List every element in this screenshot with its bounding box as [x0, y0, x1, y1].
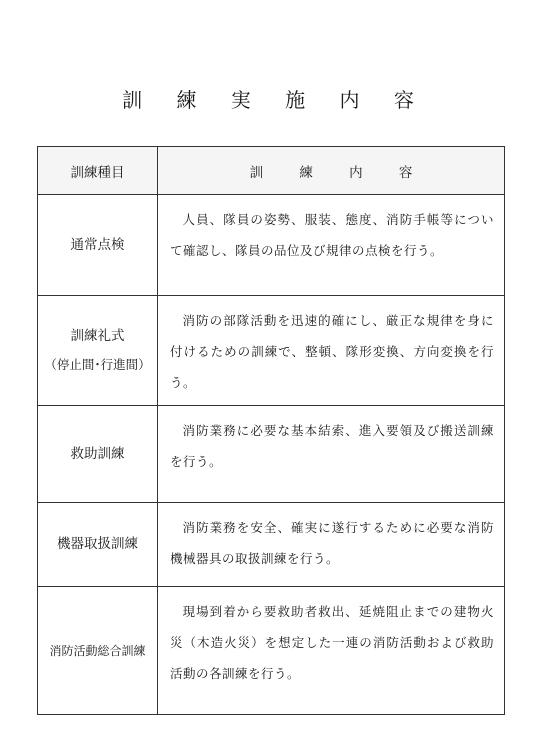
- training-type-cell: [38, 503, 158, 587]
- training-content-cell: 現場到着から要救助者救出、延焼阻止までの建物火災（木造火災）を想定した一連の消防活動および救助活動の各訓練を行う。: [158, 587, 505, 715]
- training-type-label: 消防活動総合訓練: [49, 643, 146, 658]
- training-table: [37, 146, 505, 715]
- header-training-content: 訓 練 内 容: [158, 147, 505, 195]
- header-training-type: 訓練種目: [38, 147, 158, 195]
- table-header-row: [38, 147, 505, 195]
- training-type-cell: [38, 406, 158, 503]
- training-type-label: 救助訓練: [70, 445, 125, 462]
- training-type-label: 訓練礼式: [70, 328, 125, 344]
- training-type-cell: [38, 195, 158, 296]
- training-content-cell: 人員、隊員の姿勢、服装、態度、消防手帳等について確認し、隊員の品位及び規律の点検を行う。: [158, 195, 505, 296]
- training-type-cell: [38, 296, 158, 406]
- table-row: [38, 503, 505, 587]
- table-row: [38, 587, 505, 715]
- table-row: [38, 195, 505, 296]
- training-type-label: 通常点検: [70, 236, 125, 253]
- training-content-cell: 消防業務を安全、確実に遂行するために必要な消防機械器具の取扱訓練を行う。: [158, 503, 505, 587]
- training-content-cell: 消防の部隊活動を迅速的確にし、厳正な規律を身に付けるための訓練で、整頓、隊形変換、方向変換を行う。: [158, 296, 505, 406]
- training-type-sublabel: （停止間･行進間）: [44, 357, 151, 373]
- document-title: 訓 練 実 施 内 容: [122, 88, 428, 112]
- training-content-cell: 消防業務に必要な基本結索、進入要領及び搬送訓練を行う。: [158, 406, 505, 503]
- table-row: [38, 296, 505, 406]
- training-type-cell: [38, 587, 158, 715]
- training-type-label: 機器取扱訓練: [57, 536, 138, 553]
- table-row: [38, 406, 505, 503]
